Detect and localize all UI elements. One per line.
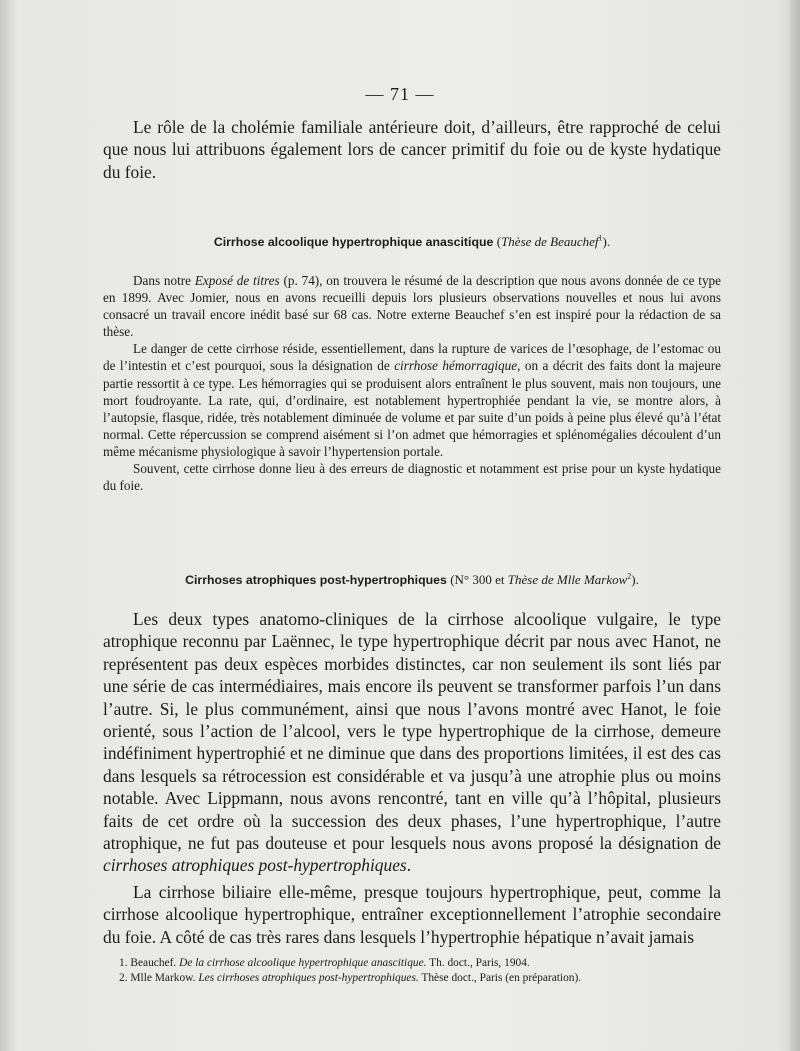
section-1-paragraph-3: Souvent, cette cirrhose donne lieu à des erreurs de diagnostic et notamment est prise pour un kyste hydatique du foie.	[103, 461, 721, 494]
section-1-note-close: ).	[602, 234, 611, 249]
section-1-paragraph-2	[103, 340, 721, 460]
section-2-paragraph-2: La cirrhose biliaire elle-même, presque toujours hypertrophique, peut, comme la cirrhose alcoolique hypertrophique, entraîner exceptionnellement l’atrophie secondaire du foie. A côté de cas très rares dans lesquels l’hypertrophie hépatique n’avait jamais	[103, 881, 721, 947]
text-run: (p. 74), on trouvera le résumé de la description que nous avons donnée de ce type en 1899. Avec Jomier, nous en avons recueilli depuis lors plusieurs observations nouvelles et nous lui avons consacré un travail encore inédit basé sur 68 cas. Notre externe Beauchef s’en est inspiré pour la rédaction de sa thèse.	[103, 273, 721, 340]
page-number: — 71 —	[365, 84, 435, 104]
footnote-ref-2: 2	[627, 571, 632, 581]
section-2-note-thesis: Thèse de Mlle Markow	[507, 572, 628, 587]
intro-paragraph: Le rôle de la cholémie familiale antérieure doit, d’ailleurs, être rapproché de celui que nous lui attribuons également lors de cancer primitif du foie ou de kyste hydatique du foie.	[103, 117, 721, 182]
text-run: , on a décrit des faits dont la majeure partie ressortit à ce type. Les hémorragies qui se produisent alors entraînent le plus souvent, mais non toujours, une mort foudroyante. La rate, qui, d’ordinaire, est notablement hypertrophiée pendant la vie, se montre alors, à l’autopsie, flasque, ridée, très notablement diminuée de volume et par suite d’un poids à peine plus élevé qu’à l’état normal. Cette répercussion se comprend aisément si l’on admet que hémorragies et splénomégalies découlent d’un même mécanisme physiologique à savoir l’hypertension portale.	[103, 358, 722, 459]
section-1-paragraph-1	[103, 272, 721, 340]
footnote-number: 2.	[119, 972, 128, 984]
text-run: Th. doct., Paris, 1904.	[426, 957, 530, 969]
text-run: .	[406, 855, 412, 876]
text-run: Le danger de cette cirrhose réside, essentiellement, dans la rupture de varices de l’œsophage, de l’estomac ou de l’intestin et c’est pourquoi, sous la désignation de	[103, 341, 721, 374]
section-2-heading	[103, 572, 721, 588]
section-2	[103, 572, 721, 948]
footnote-1	[103, 956, 721, 971]
section-2-paragraph-1	[103, 608, 721, 877]
footnote-2	[103, 971, 721, 986]
section-1-title: Cirrhose alcoolique hypertrophique anascitique	[213, 235, 494, 249]
intro-paragraph-block	[103, 116, 721, 183]
footnote-number: 1.	[119, 957, 128, 969]
text-run: Dans notre	[133, 273, 195, 288]
italic-run: De la cirrhose alcoolique hypertrophique anascitique.	[179, 957, 427, 969]
footnote-ref-1: 1	[598, 233, 603, 243]
section-1-note-thesis: Thèse de Beauchef	[501, 234, 599, 249]
italic-run: Les cirrhoses atrophiques post-hypertrophiques.	[198, 972, 419, 984]
text-run: Thèse doct., Paris (en préparation).	[418, 972, 582, 984]
section-1	[103, 234, 721, 494]
italic-run: cirrhose hémorragique	[394, 358, 518, 374]
section-2-note-close: ).	[631, 572, 639, 587]
section-1-note-open: (	[496, 234, 502, 249]
section-2-note	[450, 572, 639, 587]
section-2-title: Cirrhoses atrophiques post-hypertrophiques	[185, 573, 447, 587]
text-run: Mlle Markow.	[130, 972, 199, 984]
section-1-note	[497, 234, 610, 249]
footnotes	[103, 956, 721, 986]
italic-run: Exposé de titres	[194, 273, 280, 288]
text-run: Les deux types anatomo-cliniques de la cirrhose alcoolique vulgaire, le type atrophique reconnu par Laënnec, le type hypertrophique décrit par nous avec Hanot, ne représentent pas deux espèces morbides distinctes, car non seulement ils sont liés par une série de cas intermédiaires, mais encore ils peuvent se transformer parfois l’un dans l’autre. Si, le plus communément, ainsi que nous l’avons montré avec Hanot, le foie orienté, sous l’action de l’alcool, vers le type hypertrophique de la cirrhose, demeure indéfiniment hypertrophié et ne diminue que dans des proportions limitées, il est des cas dans lesquels sa rétrocession est considérable et va jusqu’à une atrophie plus ou moins notable. Avec Lippmann, nous avons rencontré, tant en ville qu’à l’hôpital, plusieurs faits de cet ordre où la succession des deux phases, l’une hypertrophique, l’autre atrophique, ne fut pas douteuse et pour lesquels nous avons proposé la désignation de	[103, 609, 721, 854]
text-run: Beauchef.	[130, 957, 180, 969]
italic-run: cirrhoses atrophiques post-hypertrophiques	[103, 855, 407, 876]
section-2-note-open: (N° 300 et	[450, 572, 508, 587]
section-1-heading	[103, 234, 721, 250]
page-edge-shadow	[790, 0, 800, 1051]
